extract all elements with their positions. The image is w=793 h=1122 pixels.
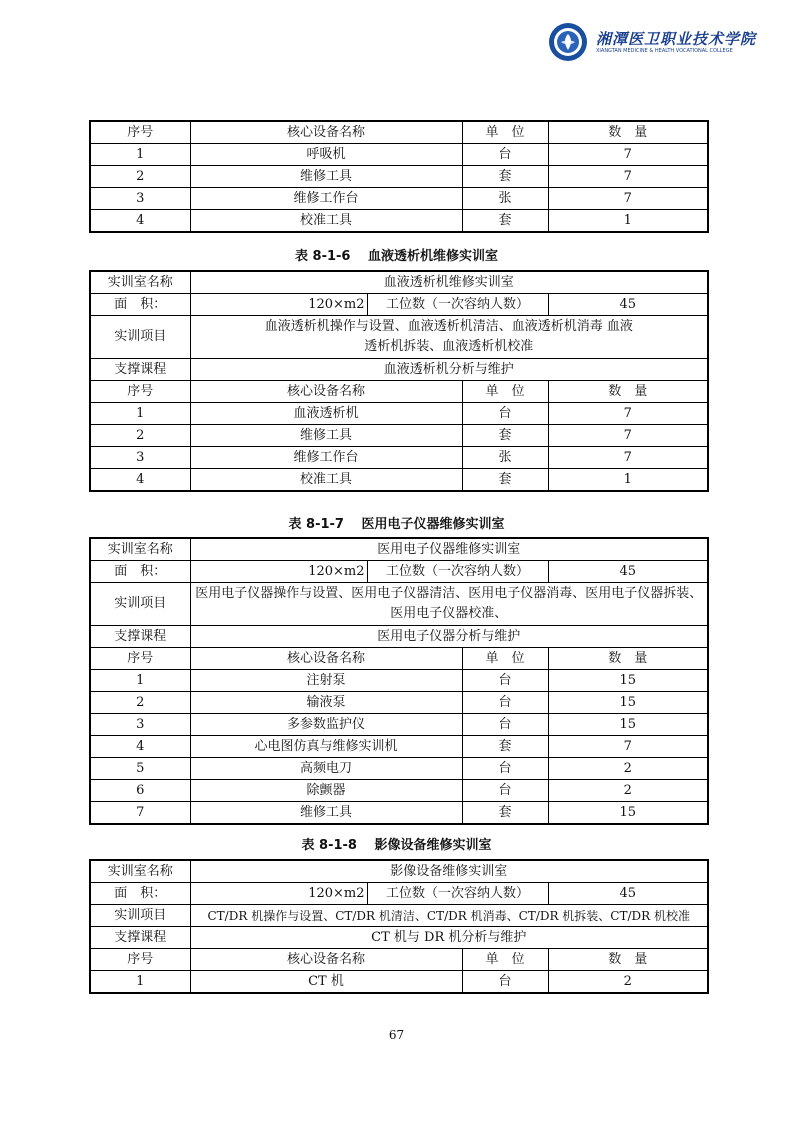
area-label: 面 积：	[90, 561, 190, 583]
page-number: 67	[388, 1028, 405, 1042]
table-row	[90, 403, 708, 425]
table-row	[90, 758, 708, 780]
table-dialysis-lab	[89, 270, 709, 492]
table-cell: 输液泵	[190, 692, 462, 714]
header-cell: 数 量	[548, 381, 708, 403]
table-cell: 7	[548, 403, 708, 425]
table-cell: 套	[462, 166, 548, 188]
table-imaging-lab	[89, 859, 709, 994]
header-cell: 序号	[90, 949, 190, 971]
course-row	[90, 359, 708, 381]
table-cell: 4	[90, 469, 190, 492]
table-cell: 7	[548, 736, 708, 758]
table-cell: 15	[548, 714, 708, 736]
header-cell: 序号	[90, 121, 190, 144]
header-cell: 序号	[90, 648, 190, 670]
school-name: 湘潭医卫职业技术学院	[596, 30, 757, 48]
table-header-row	[90, 949, 708, 971]
stations-label: 工位数（一次容纳人数）	[367, 294, 548, 316]
table-cell: 套	[462, 425, 548, 447]
table-cell: 3	[90, 447, 190, 469]
table-cell: 校准工具	[190, 469, 462, 492]
table-cell: 1	[90, 144, 190, 166]
table-cell: 3	[90, 188, 190, 210]
room-name-label: 实训室名称	[90, 538, 190, 561]
table-row	[90, 670, 708, 692]
table-row	[90, 166, 708, 188]
course-value: 血液透析机分析与维护	[190, 359, 708, 381]
table-cell: 2	[90, 166, 190, 188]
table-cell: 张	[462, 447, 548, 469]
header-cell: 单 位	[462, 949, 548, 971]
table-cell: 3	[90, 714, 190, 736]
table-cell: 套	[462, 469, 548, 492]
header-cell: 单 位	[462, 121, 548, 144]
room-name-value: 医用电子仪器维修实训室	[190, 538, 708, 561]
header-cell: 单 位	[462, 381, 548, 403]
project-label: 实训项目	[90, 905, 190, 927]
table-cell: 1	[90, 670, 190, 692]
table-cell: 1	[90, 403, 190, 425]
table-cell: 台	[462, 758, 548, 780]
area-value: 120×m2	[190, 561, 367, 583]
room-name-row	[90, 860, 708, 883]
table-cell: 2	[548, 971, 708, 994]
course-value: 医用电子仪器分析与维护	[190, 626, 708, 648]
table-cell: 套	[462, 802, 548, 825]
area-value: 120×m2	[190, 883, 367, 905]
table-header-row	[90, 121, 708, 144]
table-cell: 2	[548, 780, 708, 802]
project-value: 血液透析机操作与设置、血液透析机清洁、血液透析机消毒 血液透析机拆装、血液透析机校准	[190, 316, 708, 359]
table-row	[90, 736, 708, 758]
table-row	[90, 971, 708, 994]
project-value: 医用电子仪器操作与设置、医用电子仪器清洁、医用电子仪器消毒、医用电子仪器拆装、医用电子仪器校准、	[190, 583, 708, 626]
table-cell: 4	[90, 210, 190, 233]
table-row	[90, 780, 708, 802]
table-cell: 台	[462, 780, 548, 802]
header-cell: 数 量	[548, 121, 708, 144]
table-cell: 注射泵	[190, 670, 462, 692]
table-cell: 维修工具	[190, 425, 462, 447]
table-row	[90, 802, 708, 825]
table-cell: 台	[462, 403, 548, 425]
room-name-label: 实训室名称	[90, 860, 190, 883]
header-cell: 核心设备名称	[190, 648, 462, 670]
table-cell: 维修工具	[190, 166, 462, 188]
table-cell: 呼吸机	[190, 144, 462, 166]
project-row	[90, 905, 708, 927]
room-name-value: 影像设备维修实训室	[190, 860, 708, 883]
table-row	[90, 210, 708, 233]
table-cell: 7	[548, 425, 708, 447]
area-row	[90, 883, 708, 905]
course-value: CT 机与 DR 机分析与维护	[190, 927, 708, 949]
course-row	[90, 626, 708, 648]
table-cell: 多参数监护仪	[190, 714, 462, 736]
room-name-value: 血液透析机维修实训室	[190, 271, 708, 294]
table-cell: 维修工作台	[190, 447, 462, 469]
table-cell: 心电图仿真与维修实训机	[190, 736, 462, 758]
area-label: 面 积：	[90, 294, 190, 316]
table-cell: 7	[90, 802, 190, 825]
course-row	[90, 927, 708, 949]
table-cell: 5	[90, 758, 190, 780]
table-cell: 2	[548, 758, 708, 780]
area-label: 面 积：	[90, 883, 190, 905]
room-name-row	[90, 538, 708, 561]
project-value: CT/DR 机操作与设置、CT/DR 机清洁、CT/DR 机消毒、CT/DR 机拆装、CT/DR 机校准	[190, 905, 708, 927]
table-cell: 校准工具	[190, 210, 462, 233]
table-cell: 台	[462, 670, 548, 692]
school-name-en: XIANGTAN MEDICINE & HEALTH VOCATIONAL COLLEGE	[596, 48, 733, 54]
stations-value: 45	[548, 561, 708, 583]
table-cell: 6	[90, 780, 190, 802]
table-cell: 7	[548, 144, 708, 166]
table-cell: 台	[462, 971, 548, 994]
project-row	[90, 316, 708, 359]
project-row	[90, 583, 708, 626]
table-cell: 台	[462, 692, 548, 714]
table-cell: 2	[90, 425, 190, 447]
course-label: 支撑课程	[90, 359, 190, 381]
college-logo	[548, 22, 757, 66]
area-row	[90, 294, 708, 316]
table-cell: 15	[548, 670, 708, 692]
area-value: 120×m2	[190, 294, 367, 316]
table-cell: 高频电刀	[190, 758, 462, 780]
college-seal-icon	[548, 22, 588, 62]
table-equipment-continued	[89, 120, 709, 233]
course-label: 支撑课程	[90, 927, 190, 949]
table-row	[90, 425, 708, 447]
stations-label: 工位数（一次容纳人数）	[367, 883, 548, 905]
table-cell: 2	[90, 692, 190, 714]
table-cell: 血液透析机	[190, 403, 462, 425]
room-name-row	[90, 271, 708, 294]
table-row	[90, 144, 708, 166]
table-cell: 套	[462, 210, 548, 233]
table-cell: 4	[90, 736, 190, 758]
table-header-row	[90, 381, 708, 403]
table-caption: 表 8-1-8 影像设备维修实训室	[301, 838, 492, 853]
table-cell: 台	[462, 144, 548, 166]
project-label: 实训项目	[90, 316, 190, 359]
table-cell: 7	[548, 166, 708, 188]
header-cell: 数 量	[548, 949, 708, 971]
table-cell: 张	[462, 188, 548, 210]
table-row	[90, 469, 708, 492]
course-label: 支撑课程	[90, 626, 190, 648]
table-cell: 1	[548, 469, 708, 492]
header-cell: 序号	[90, 381, 190, 403]
project-label: 实训项目	[90, 583, 190, 626]
stations-value: 45	[548, 883, 708, 905]
room-name-label: 实训室名称	[90, 271, 190, 294]
table-cell: 台	[462, 714, 548, 736]
table-cell: 1	[90, 971, 190, 994]
table-row	[90, 714, 708, 736]
area-row	[90, 561, 708, 583]
table-caption: 表 8-1-7 医用电子仪器维修实训室	[288, 517, 505, 532]
table-row	[90, 447, 708, 469]
header-cell: 核心设备名称	[190, 949, 462, 971]
table-cell: 维修工具	[190, 802, 462, 825]
table-row	[90, 188, 708, 210]
table-cell: 15	[548, 802, 708, 825]
table-row	[90, 692, 708, 714]
table-cell: 维修工作台	[190, 188, 462, 210]
header-cell: 单 位	[462, 648, 548, 670]
header-cell: 数 量	[548, 648, 708, 670]
table-cell: 7	[548, 447, 708, 469]
table-cell: 7	[548, 188, 708, 210]
stations-value: 45	[548, 294, 708, 316]
table-cell: 15	[548, 692, 708, 714]
table-header-row	[90, 648, 708, 670]
header-cell: 核心设备名称	[190, 121, 462, 144]
table-cell: CT 机	[190, 971, 462, 994]
stations-label: 工位数（一次容纳人数）	[367, 561, 548, 583]
table-cell: 1	[548, 210, 708, 233]
table-caption: 表 8-1-6 血液透析机维修实训室	[295, 249, 498, 264]
header-cell: 核心设备名称	[190, 381, 462, 403]
table-electronics-lab	[89, 537, 709, 825]
table-cell: 套	[462, 736, 548, 758]
table-cell: 除颤器	[190, 780, 462, 802]
